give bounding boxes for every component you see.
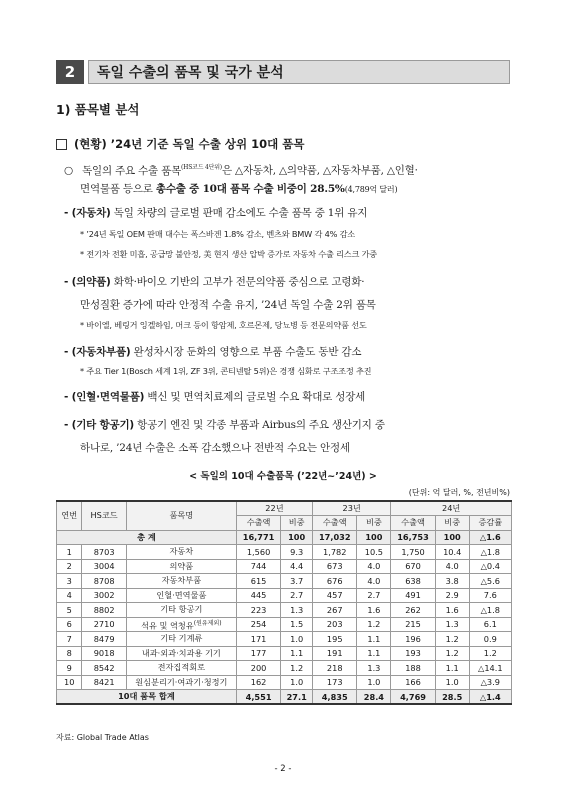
cell-text: 254 (250, 619, 267, 630)
cell-g (469, 545, 511, 560)
cell-text: 인혈·면역물품 (156, 589, 207, 600)
table-row (57, 559, 512, 574)
table-row (57, 661, 512, 676)
square-bullet-icon (56, 139, 67, 150)
cell-v24 (391, 675, 435, 690)
dash-line-pharma-2: 만성질환 증가에 따라 안정적 수출 유지, ’24년 독일 수출 2위 품목 (80, 299, 376, 311)
cell-v23 (313, 603, 357, 618)
cell-item (126, 617, 236, 632)
cell-text: 1.5 (290, 619, 304, 630)
cell-v23 (313, 588, 357, 603)
cell-v22 (236, 603, 280, 618)
cell: 17,032 (313, 530, 357, 545)
cell-text: 193 (405, 648, 421, 659)
cell-text: 기타 항공기 (160, 604, 203, 615)
cell-text: 491 (405, 590, 421, 601)
cell-s23 (357, 617, 391, 632)
cell-text: 1.0 (445, 677, 459, 688)
cell-text: 8542 (93, 662, 115, 673)
cell-text: 2 (66, 561, 72, 572)
page-number: - 2 - (274, 764, 292, 774)
cell-item (126, 675, 236, 690)
cell-s23 (357, 588, 391, 603)
note-4: * 주요 Tier 1(Bosch 세계 1위, ZF 3위, 콘티넨탈 5위)은 경쟁 심화로 구조조정 추진 (80, 366, 372, 376)
cell-s24 (435, 632, 469, 647)
cell-hs (82, 646, 126, 661)
cell-text: 200 (250, 662, 267, 673)
paragraph-line-2 (80, 181, 397, 196)
cell-text: 6.1 (483, 619, 497, 630)
cell-item (126, 632, 236, 647)
cell-s23 (357, 661, 391, 676)
cell-item (126, 661, 236, 676)
cell-v24 (391, 603, 435, 618)
cell-text: 1.1 (367, 648, 381, 659)
cell-v22 (236, 632, 280, 647)
cell-text: △0.4 (480, 561, 500, 572)
header-amount: 수출액 (391, 516, 435, 531)
cell-text: 6 (66, 619, 72, 630)
cell-text: 615 (250, 575, 267, 586)
cell-g (469, 675, 511, 690)
item-superscript: (원유제외) (193, 619, 222, 627)
cell-text: 638 (405, 575, 421, 586)
header-rank: 연번 (57, 501, 82, 530)
cell-text: △1.8 (480, 546, 500, 557)
cell-g (469, 588, 511, 603)
dash-line-aircraft-2: 하나로, ’24년 수출은 소폭 감소했으나 전반적 수요는 안정세 (80, 442, 350, 454)
cell: 28.4 (357, 690, 391, 705)
cell-v23 (313, 617, 357, 632)
cell-hs (82, 603, 126, 618)
cell-v24 (391, 646, 435, 661)
cell-text: 3 (66, 575, 72, 586)
cell-s24 (435, 603, 469, 618)
cell-text: 1.3 (290, 604, 304, 615)
cell-text: 173 (326, 677, 343, 688)
section-header (56, 60, 510, 84)
table-row (57, 617, 512, 632)
cell-text: 8 (66, 648, 72, 659)
table-row (57, 675, 512, 690)
cell-text: 4.0 (367, 561, 381, 572)
p1-text-b: 은 △자동차, △의약품, △자동차부품, △인혈· (221, 164, 418, 177)
cell-rank (57, 617, 82, 632)
header-share: 비중 (357, 516, 391, 531)
cell-s22 (281, 661, 313, 676)
cell-v22 (236, 545, 280, 560)
p1-text-a: 독일의 주요 수출 품목 (82, 164, 182, 177)
cell-v23 (313, 559, 357, 574)
cell-text: △5.6 (480, 575, 500, 586)
cell-item (126, 646, 236, 661)
cell: 4,551 (236, 690, 280, 705)
dash-line-car (64, 205, 367, 220)
cell-hs (82, 588, 126, 603)
cell-text: 10 (63, 677, 75, 688)
cell-s23 (357, 574, 391, 589)
cell-text: 3.8 (445, 575, 459, 586)
cell-s23 (357, 675, 391, 690)
cell-rank (57, 661, 82, 676)
cell-text: 기타 기계류 (160, 633, 203, 644)
header-share: 비중 (435, 516, 469, 531)
cell-text: 8708 (93, 575, 115, 586)
cell-text: 203 (326, 619, 343, 630)
cell-s23 (357, 559, 391, 574)
note-2: * 전기차 전환 미흡, 공급망 불안정, 美 현지 생산 압박 증가로 자동차 수출 리스크 가중 (80, 249, 378, 259)
cell-text: 5 (66, 604, 72, 615)
cell: 100 (281, 530, 313, 545)
cell-text: 1.6 (445, 604, 459, 615)
cell-item (126, 603, 236, 618)
total-label: 총 계 (57, 530, 237, 545)
cell-text: 2.9 (445, 590, 459, 601)
cell: △1.6 (469, 530, 511, 545)
cell-rank (57, 574, 82, 589)
cell-s22 (281, 559, 313, 574)
note-1: * ’24년 독일 OEM 판매 대수는 폭스바겐 1.8% 감소, 벤츠와 BMW 각 4% 감소 (80, 229, 355, 239)
cell-text: 1.2 (445, 648, 459, 659)
cell-rank (57, 545, 82, 560)
cell-s24 (435, 545, 469, 560)
circle-bullet: ○ (64, 164, 73, 177)
dash-text-blood: 백신 및 면역치료제의 글로벌 수요 확대로 성장세 (144, 391, 366, 403)
cell-g (469, 559, 511, 574)
table-row (57, 588, 512, 603)
total-row (57, 530, 512, 545)
cell-text: 1,750 (401, 546, 425, 557)
cell-text: 3.7 (290, 575, 304, 586)
cell-text: 1.0 (290, 633, 304, 644)
cell-rank (57, 559, 82, 574)
cell-text: 4.0 (367, 575, 381, 586)
cell-s24 (435, 675, 469, 690)
cell-text: 191 (326, 648, 343, 659)
cell-v22 (236, 588, 280, 603)
cell-text: 1,560 (246, 546, 271, 557)
cell-s22 (281, 588, 313, 603)
cell-hs (82, 559, 126, 574)
cell-item (126, 545, 236, 560)
cell-text: 1 (66, 546, 72, 557)
header-amount: 수출액 (236, 516, 280, 531)
cell-s22 (281, 617, 313, 632)
cell-text: 1.2 (290, 662, 304, 673)
cell-v22 (236, 617, 280, 632)
cell-s23 (357, 545, 391, 560)
cell: 27.1 (281, 690, 313, 705)
cell-text: 215 (405, 619, 421, 630)
cell-text: 9.3 (290, 546, 304, 557)
cell: 4,835 (313, 690, 357, 705)
cell-v23 (313, 545, 357, 560)
dash-line-pharma (64, 274, 364, 289)
cell-text: 1.1 (290, 648, 304, 659)
cell-text: 전자집적회로 (157, 662, 206, 673)
dash-line-blood (64, 389, 365, 404)
cell-text: 1.1 (367, 633, 381, 644)
sum-row (57, 690, 512, 705)
cell-text: 원심분리기·여과기·청정기 (135, 676, 228, 687)
cell-text: 171 (250, 633, 267, 644)
cell-text: 1.2 (483, 648, 497, 659)
header-year-23: 23년 (313, 501, 391, 516)
cell-text: 2.7 (367, 590, 381, 601)
cell-item (126, 574, 236, 589)
cell-text: 0.9 (483, 633, 497, 644)
cell: 16,753 (391, 530, 435, 545)
cell-text: 196 (405, 633, 421, 644)
cell-s24 (435, 646, 469, 661)
cell-g (469, 646, 511, 661)
square-heading (56, 136, 304, 152)
cell-v24 (391, 559, 435, 574)
cell-text: 195 (326, 633, 343, 644)
cell-v24 (391, 632, 435, 647)
cell-hs (82, 632, 126, 647)
cell-s22 (281, 646, 313, 661)
cell-s22 (281, 675, 313, 690)
cell-text: 262 (405, 604, 421, 615)
table-title: < 독일의 10대 수출품목 (’22년~’24년) > (189, 471, 377, 482)
cell-text: 8479 (93, 633, 115, 644)
cell-text: 162 (250, 677, 267, 688)
cell-rank (57, 632, 82, 647)
table-row (57, 545, 512, 560)
cell-text: 1.0 (367, 677, 381, 688)
dash-text-car: 독일 차량의 글로벌 판매 감소에도 수출 품목 중 1위 유지 (110, 207, 368, 219)
cell-text: 10.5 (364, 546, 384, 557)
cell-text: 218 (326, 662, 343, 673)
cell-hs (82, 574, 126, 589)
cell-g (469, 574, 511, 589)
cell-g (469, 632, 511, 647)
cell-text: 673 (326, 561, 343, 572)
source-note: 자료: Global Trade Atlas (56, 733, 149, 742)
cell-text: 1.3 (367, 662, 381, 673)
dash-label-pharma: - (의약품) (64, 276, 111, 288)
header-share: 비중 (281, 516, 313, 531)
cell-text: 9 (66, 662, 72, 673)
cell-text: 4.0 (445, 561, 459, 572)
section-title: 독일 수출의 품목 및 국가 분석 (88, 60, 510, 84)
cell: 4,769 (391, 690, 435, 705)
cell-item (126, 588, 236, 603)
dash-line-parts (64, 344, 361, 359)
cell-s24 (435, 617, 469, 632)
cell-text: 445 (250, 590, 267, 601)
cell-text: △1.8 (480, 604, 500, 615)
cell-hs (82, 617, 126, 632)
p1-superscript: (HS코드 4단위) (181, 164, 222, 171)
cell-text: 자동차 (169, 546, 194, 557)
cell-text: 내과·외과·치과용 기기 (141, 647, 221, 658)
cell-hs (82, 545, 126, 560)
header-amount: 수출액 (313, 516, 357, 531)
cell-g (469, 617, 511, 632)
cell-text: 3002 (93, 590, 115, 601)
cell-text: 1.0 (290, 677, 304, 688)
cell-v22 (236, 661, 280, 676)
cell-s24 (435, 559, 469, 574)
cell-v24 (391, 588, 435, 603)
cell: 16,771 (236, 530, 280, 545)
cell-text: 670 (405, 561, 421, 572)
p2-text-a: 면역물품 등으로 (80, 183, 156, 195)
cell-s23 (357, 603, 391, 618)
header-item: 품목명 (126, 501, 236, 530)
cell-rank (57, 675, 82, 690)
table-row (57, 603, 512, 618)
cell: 28.5 (435, 690, 469, 705)
cell-text: 2710 (93, 619, 115, 630)
cell-text: 1,782 (323, 546, 347, 557)
p2-small-text: (4,789억 달러) (344, 185, 398, 194)
cell-text: 자동차부품 (161, 575, 202, 586)
cell-text: 1.3 (445, 619, 459, 630)
cell-text: 457 (326, 590, 343, 601)
table-row (57, 646, 512, 661)
section-number: 2 (56, 60, 84, 84)
cell-v23 (313, 661, 357, 676)
header-year-22: 22년 (236, 501, 312, 516)
cell-text: 2.7 (290, 590, 304, 601)
cell-v23 (313, 675, 357, 690)
cell-text: 3004 (93, 561, 115, 572)
cell-v22 (236, 559, 280, 574)
cell: △1.4 (469, 690, 511, 705)
paragraph-line-1 (64, 162, 418, 178)
cell-v22 (236, 646, 280, 661)
header-hs: HS코드 (82, 501, 126, 530)
heading-text: (현황) ’24년 기준 독일 수출 상위 10대 품목 (74, 137, 305, 151)
cell-text: 1.1 (445, 662, 459, 673)
cell-v24 (391, 574, 435, 589)
cell-text: 1.6 (367, 604, 381, 615)
cell-v22 (236, 574, 280, 589)
note-3: * 바이엘, 베링거 잉겔하임, 머크 등이 항암제, 호르몬제, 당뇨병 등 전문의약품 선도 (80, 320, 367, 330)
dash-label-car: - (자동차) (64, 207, 111, 219)
cell-text: 676 (326, 575, 343, 586)
cell-s24 (435, 588, 469, 603)
cell-text: 188 (405, 662, 421, 673)
cell-text: 1.2 (367, 619, 381, 630)
cell-text: 1.2 (445, 633, 459, 644)
cell-v23 (313, 646, 357, 661)
dash-label-aircraft: - (기타 항공기) (64, 419, 134, 431)
cell-s23 (357, 646, 391, 661)
cell-s22 (281, 574, 313, 589)
table-unit: (단위: 억 달러, %, 전년비%) (408, 488, 510, 497)
cell-text: 8802 (93, 604, 115, 615)
cell-text: 223 (250, 604, 267, 615)
cell-text: 석유 및 역청유 (141, 620, 194, 631)
cell: 100 (435, 530, 469, 545)
cell-text: 166 (405, 677, 421, 688)
cell-text: 8703 (93, 546, 115, 557)
cell-text: 8421 (93, 677, 115, 688)
cell-v23 (313, 574, 357, 589)
cell-s24 (435, 661, 469, 676)
dash-text-aircraft: 항공기 엔진 및 각종 부품과 Airbus의 주요 생산기지 중 (133, 419, 385, 431)
cell: 100 (357, 530, 391, 545)
p2-bold-text: 총수출 중 10대 품목 수출 비중이 28.5% (155, 183, 345, 195)
cell-s22 (281, 545, 313, 560)
cell-v24 (391, 617, 435, 632)
cell-rank (57, 603, 82, 618)
cell-v24 (391, 661, 435, 676)
cell-text: △3.9 (480, 677, 500, 688)
cell-v22 (236, 675, 280, 690)
cell-text: 9018 (93, 648, 115, 659)
dash-text-parts: 완성차시장 둔화의 영향으로 부품 수출도 동반 감소 (130, 346, 362, 358)
subheading: 1) 품목별 분석 (56, 102, 140, 117)
table-row (57, 632, 512, 647)
cell-text: 10.4 (443, 546, 462, 557)
table-row (57, 574, 512, 589)
cell-text: 7 (66, 633, 72, 644)
cell-hs (82, 661, 126, 676)
cell-s22 (281, 632, 313, 647)
cell-text: 7.6 (483, 590, 497, 601)
cell-text: 4.4 (290, 561, 304, 572)
cell-s24 (435, 574, 469, 589)
cell-rank (57, 588, 82, 603)
cell-g (469, 661, 511, 676)
cell-g (469, 603, 511, 618)
cell-text: 744 (250, 561, 267, 572)
cell-v24 (391, 545, 435, 560)
cell-text: 267 (326, 604, 343, 615)
cell-text: △14.1 (478, 662, 503, 673)
dash-text-pharma: 화학·바이오 기반의 고부가 전문의약품 중심으로 고령화· (110, 276, 365, 288)
header-growth: 증감률 (469, 516, 511, 531)
cell-rank (57, 646, 82, 661)
cell-item (126, 559, 236, 574)
dash-label-blood: - (인혈·면역물품) (64, 391, 145, 403)
cell-hs (82, 675, 126, 690)
dash-line-aircraft (64, 417, 385, 432)
sum-label: 10대 품목 합계 (57, 690, 237, 705)
header-year-24: 24년 (391, 501, 512, 516)
cell-text: 177 (250, 648, 267, 659)
export-table (56, 500, 512, 705)
cell-s23 (357, 632, 391, 647)
cell-v23 (313, 632, 357, 647)
cell-text: 의약품 (169, 560, 194, 571)
cell-s22 (281, 603, 313, 618)
cell-text: 4 (66, 590, 72, 601)
dash-label-parts: - (자동차부품) (64, 346, 131, 358)
